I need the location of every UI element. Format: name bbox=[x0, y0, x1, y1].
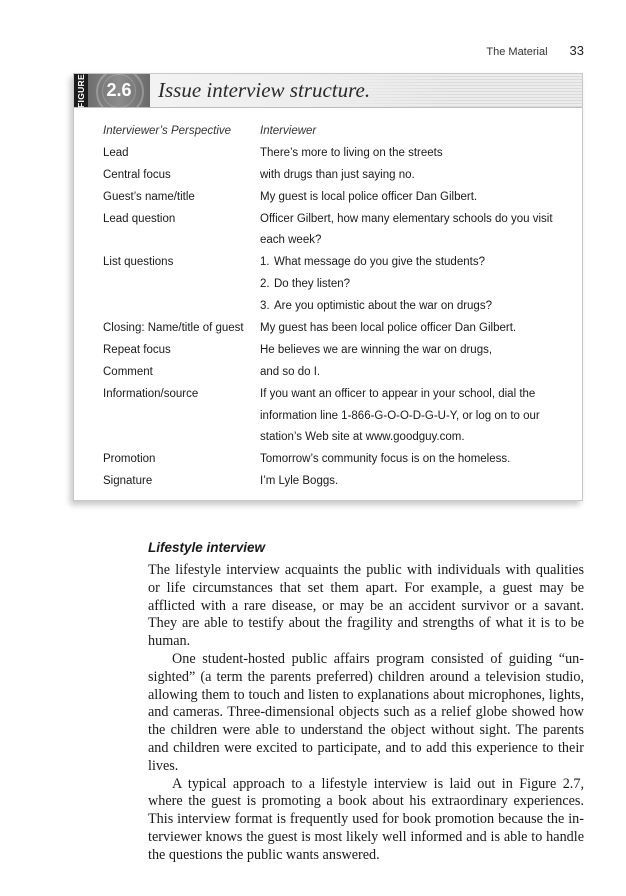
figure-number: 2.6 bbox=[106, 80, 132, 100]
body-text bbox=[148, 562, 584, 865]
row-text-content: Officer Gilbert, how many elementary schools do you visit bbox=[260, 212, 553, 225]
row-text bbox=[260, 300, 573, 312]
section-heading: Lifestyle interview bbox=[148, 540, 266, 555]
row-text bbox=[260, 322, 573, 334]
running-head bbox=[486, 43, 584, 58]
row-text-content: and so do I. bbox=[260, 365, 321, 378]
figure-table bbox=[103, 120, 573, 492]
column-header-interviewer: Interviewer bbox=[260, 124, 317, 137]
row-text bbox=[260, 344, 573, 356]
row-label: Promotion bbox=[103, 453, 156, 466]
row-text-content: I’m Lyle Boggs. bbox=[260, 475, 339, 488]
row-text-content: Do they listen? bbox=[274, 278, 351, 291]
row-label: Signature bbox=[103, 475, 153, 488]
row-text bbox=[260, 388, 573, 400]
row-text bbox=[260, 234, 573, 246]
row-text bbox=[260, 213, 573, 225]
row-label: Closing: Name/title of guest bbox=[103, 321, 244, 334]
figure-title-bar bbox=[150, 74, 582, 107]
row-label: Repeat focus bbox=[103, 343, 171, 356]
row-text-content: What message do you give the students? bbox=[274, 256, 485, 269]
row-label: Lead question bbox=[103, 212, 176, 225]
running-head-title: The Material bbox=[486, 46, 548, 58]
table-row bbox=[103, 317, 573, 339]
row-text-content: Are you optimistic about the war on drugs? bbox=[274, 300, 492, 313]
table-row bbox=[103, 361, 573, 383]
figure-header bbox=[74, 74, 582, 108]
table-row bbox=[103, 470, 573, 492]
page-number: 33 bbox=[569, 43, 584, 58]
row-text-content: There’s more to living on the streets bbox=[260, 146, 443, 159]
paragraph: A typical approach to a lifestyle interview is laid out in Figure 2.7, where the guest is promoting a book about his extraordinary experiences. This interview format is frequently used for book promotion because the interviewer knows the guest is most likely well informed and is able to handle the questions the public wants answered. bbox=[148, 775, 584, 863]
row-label: Comment bbox=[103, 365, 153, 378]
list-number: 2. bbox=[260, 278, 270, 291]
row-label: List questions bbox=[103, 256, 174, 269]
row-text-content: He believes we are winning the war on drugs, bbox=[260, 343, 493, 356]
figure-table-header bbox=[103, 120, 573, 142]
table-row bbox=[103, 405, 573, 427]
table-row bbox=[103, 186, 573, 208]
row-text bbox=[260, 475, 573, 487]
table-row bbox=[103, 251, 573, 273]
row-label: Guest’s name/title bbox=[103, 190, 195, 203]
table-row bbox=[103, 383, 573, 405]
table-row bbox=[103, 208, 573, 230]
row-text-content: My guest has been local police officer Dan Gilbert. bbox=[260, 321, 517, 334]
table-row bbox=[103, 142, 573, 164]
paragraph: One student-hosted public affairs program consisted of guiding “unsighted” (a term the parents preferred) children around a television studio, allowing them to touch and listen to explanations about microphones, lights, and cameras. Three-dimensional objects such as a relief globe showed how the children were able to understand the object without sight. The parents and children were excited to participate, and to add this experience to their lives. bbox=[148, 650, 584, 774]
row-text-content: information line 1-866-G-O-O-D-G-U-Y, or log on to our bbox=[260, 409, 540, 422]
row-label: Information/source bbox=[103, 387, 199, 400]
row-text-content: If you want an officer to appear in your school, dial the bbox=[260, 387, 536, 400]
row-text-content: with drugs than just saying no. bbox=[260, 168, 415, 181]
row-text bbox=[260, 453, 573, 465]
table-row bbox=[103, 229, 573, 251]
list-number: 3. bbox=[260, 300, 270, 313]
row-text-content: Tomorrow’s community focus is on the homeless. bbox=[260, 453, 511, 466]
figure-table-body bbox=[103, 142, 573, 492]
row-text-content: station’s Web site at www.goodguy.com. bbox=[260, 431, 465, 444]
figure-2-6 bbox=[73, 73, 583, 501]
table-row bbox=[103, 295, 573, 317]
row-text bbox=[260, 147, 573, 159]
figure-number-badge bbox=[88, 74, 150, 107]
figure-title: Issue interview structure. bbox=[158, 78, 371, 102]
figure-tag-label: FIGURE bbox=[76, 73, 87, 108]
table-row bbox=[103, 448, 573, 470]
table-row bbox=[103, 426, 573, 448]
table-row bbox=[103, 339, 573, 361]
row-text-content: My guest is local police officer Dan Gilbert. bbox=[260, 190, 478, 203]
table-row bbox=[103, 273, 573, 295]
table-row bbox=[103, 164, 573, 186]
row-label: Central focus bbox=[103, 168, 171, 181]
row-text-content: each week? bbox=[260, 234, 322, 247]
row-text bbox=[260, 410, 573, 422]
list-number: 1. bbox=[260, 256, 270, 269]
row-text bbox=[260, 278, 573, 290]
row-text bbox=[260, 366, 573, 378]
paragraph: The lifestyle interview acquaints the public with individuals with qualities or life circumstances that set them apart. For example, a guest may be afflicted with a rare disease, or may be an accident survivor or a savant. They are able to testify about the fragility and strengths of what it is to be human. bbox=[148, 562, 584, 650]
column-header-perspective: Interviewer’s Perspective bbox=[103, 124, 232, 137]
row-label: Lead bbox=[103, 146, 129, 159]
row-text bbox=[260, 256, 573, 268]
row-text bbox=[260, 191, 573, 203]
row-text bbox=[260, 431, 573, 443]
row-text bbox=[260, 169, 573, 181]
figure-tag bbox=[74, 74, 88, 107]
